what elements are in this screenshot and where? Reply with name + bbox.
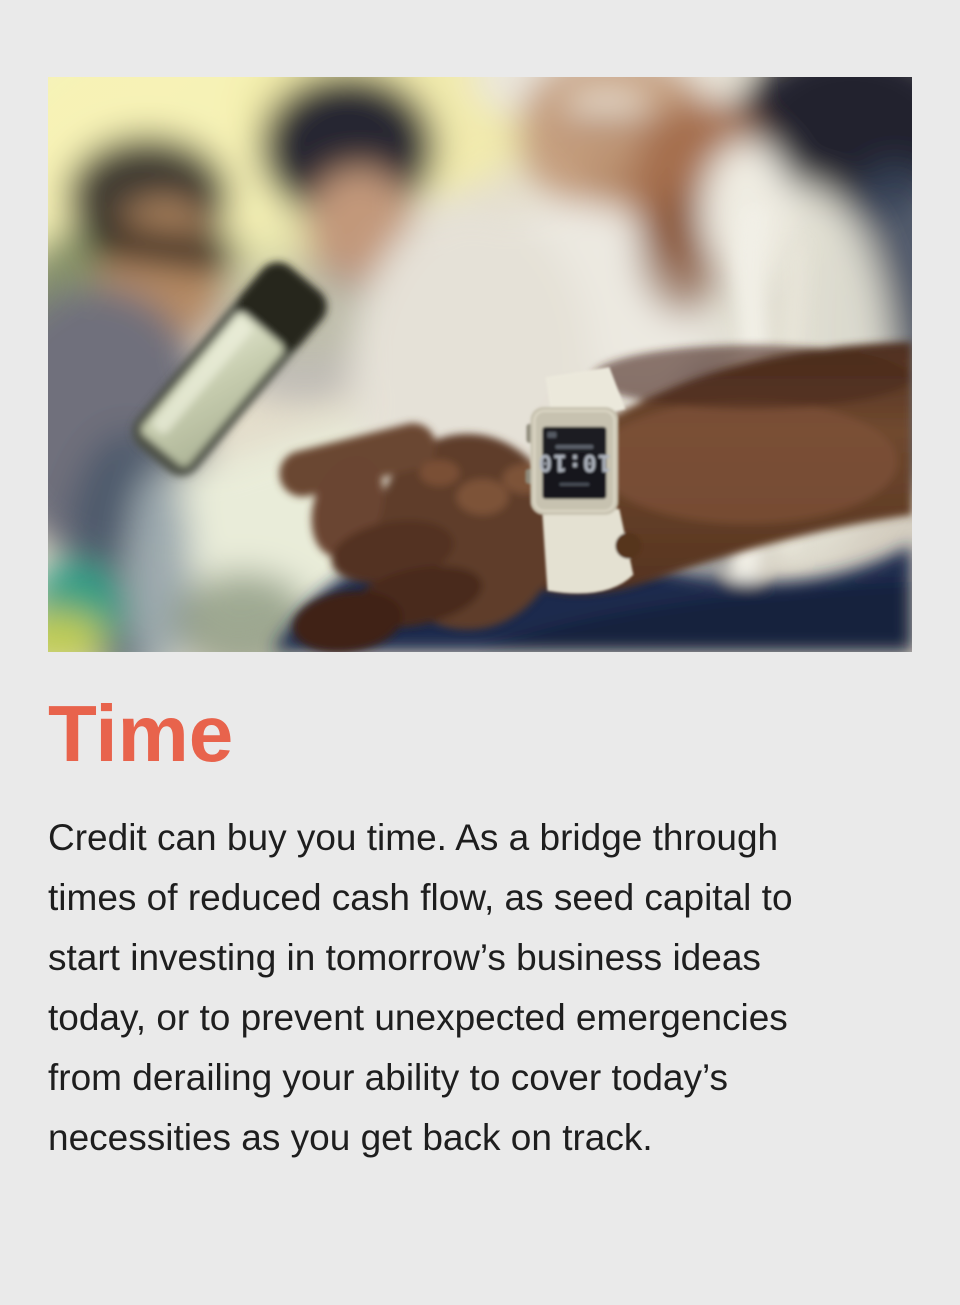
body-line-1: Credit can buy you time. As a bridge through	[48, 817, 779, 858]
hero-photo-svg	[48, 77, 912, 652]
body-line-4: today, or to prevent unexpected emergencies	[48, 997, 788, 1038]
hero-image	[48, 77, 912, 652]
page-title: Time	[48, 689, 234, 778]
body-line-2: times of reduced cash flow, as seed capital to	[48, 877, 793, 918]
body-line-5: from derailing your ability to cover today’s	[48, 1057, 729, 1098]
body-paragraph	[48, 808, 912, 1168]
body-line-6: necessities as you get back on track.	[48, 1117, 653, 1158]
watch-time-display: 10:10	[537, 448, 612, 475]
body-line-3: start investing in tomorrow’s business ideas	[48, 937, 761, 978]
